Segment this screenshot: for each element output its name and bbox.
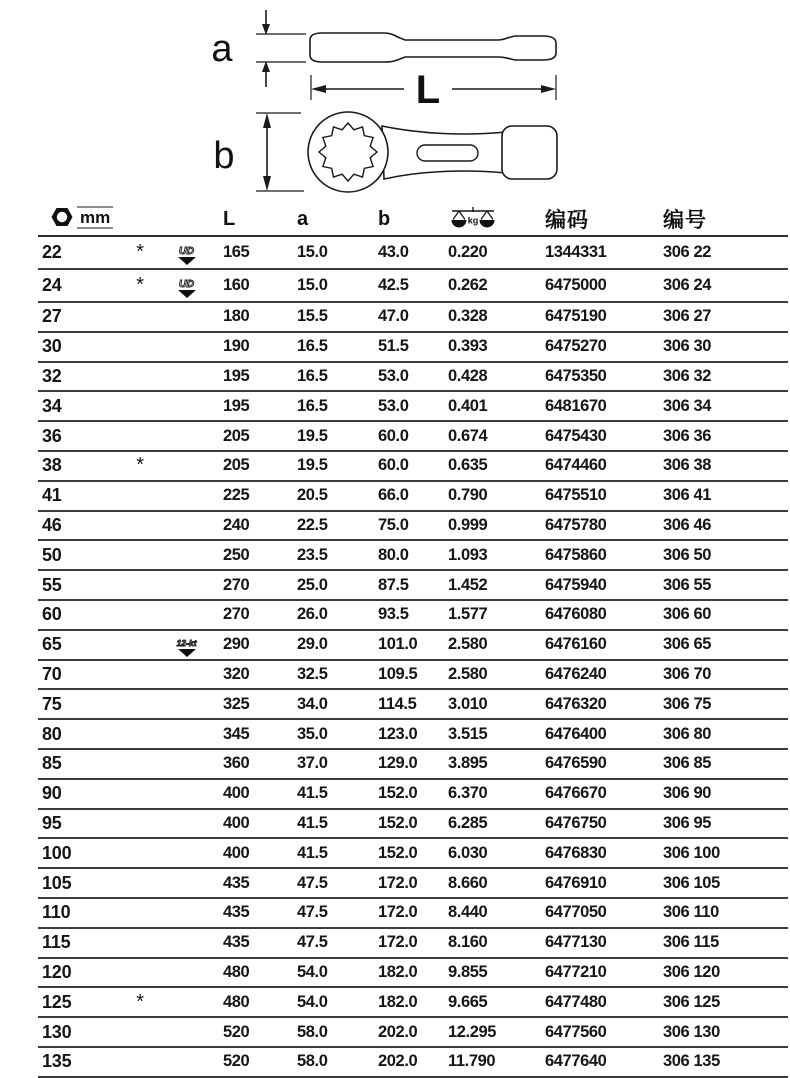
- length-value: 225: [223, 481, 297, 511]
- table-row: [38, 1047, 788, 1077]
- number-value: 306 46: [663, 511, 788, 541]
- weight-value: 0.999: [448, 511, 545, 541]
- b-value: 51.5: [378, 332, 448, 362]
- b-value: 53.0: [378, 362, 448, 392]
- star-marker: [130, 868, 150, 898]
- weight-value: 0.262: [448, 269, 545, 302]
- code-value: 6475780: [545, 511, 663, 541]
- table-row: [38, 1017, 788, 1047]
- weight-value: 3.895: [448, 749, 545, 779]
- number-value: 306 55: [663, 570, 788, 600]
- code-value: 6477050: [545, 898, 663, 928]
- a-value: 32.5: [297, 660, 378, 690]
- code-value: 6475510: [545, 481, 663, 511]
- length-value: 270: [223, 570, 297, 600]
- table-row: [38, 749, 788, 779]
- length-value: 190: [223, 332, 297, 362]
- table-row: [38, 838, 788, 868]
- length-value: 240: [223, 511, 297, 541]
- table-row: [38, 269, 788, 302]
- size-value: 55: [38, 570, 130, 600]
- weight-value: 8.440: [448, 898, 545, 928]
- star-marker: [130, 809, 150, 839]
- col-header-b: b: [378, 203, 448, 236]
- a-value: 47.5: [297, 928, 378, 958]
- a-value: 41.5: [297, 809, 378, 839]
- table-row: [38, 958, 788, 988]
- star-marker: [130, 779, 150, 809]
- star-marker: *: [130, 987, 150, 1017]
- size-value: 27: [38, 302, 130, 332]
- table-row: [38, 391, 788, 421]
- number-value: 306 22: [663, 236, 788, 269]
- code-value: 6475860: [545, 540, 663, 570]
- profile-badge-label: UD: [178, 244, 195, 257]
- b-value: 60.0: [378, 421, 448, 451]
- col-header-code: 编码: [545, 203, 663, 236]
- code-value: 6475430: [545, 421, 663, 451]
- b-value: 87.5: [378, 570, 448, 600]
- a-value: 16.5: [297, 362, 378, 392]
- length-value: 290: [223, 630, 297, 660]
- number-value: 306 115: [663, 928, 788, 958]
- star-marker: [130, 928, 150, 958]
- code-value: 6474460: [545, 451, 663, 481]
- b-value: 43.0: [378, 236, 448, 269]
- star-marker: [130, 719, 150, 749]
- size-value: 46: [38, 511, 130, 541]
- table-row: [38, 630, 788, 660]
- col-header-profile: [150, 203, 223, 236]
- code-value: 6476240: [545, 660, 663, 690]
- code-value: 6477130: [545, 928, 663, 958]
- b-value: 172.0: [378, 928, 448, 958]
- a-value: 23.5: [297, 540, 378, 570]
- weight-value: 8.160: [448, 928, 545, 958]
- code-value: 6476080: [545, 600, 663, 630]
- star-marker: [130, 481, 150, 511]
- star-marker: *: [130, 269, 150, 302]
- down-triangle-icon: [178, 290, 196, 298]
- star-marker: [130, 391, 150, 421]
- code-value: 6476830: [545, 838, 663, 868]
- weight-value: 12.295: [448, 1017, 545, 1047]
- side-view: [211, 10, 556, 112]
- col-header-length: L: [223, 203, 297, 236]
- number-value: 306 135: [663, 1047, 788, 1077]
- table-row: [38, 332, 788, 362]
- star-marker: [130, 630, 150, 660]
- table-row: [38, 779, 788, 809]
- b-value: 93.5: [378, 600, 448, 630]
- a-value: 16.5: [297, 332, 378, 362]
- length-value: 250: [223, 540, 297, 570]
- b-value: 152.0: [378, 809, 448, 839]
- a-value: 15.0: [297, 269, 378, 302]
- size-value: 90: [38, 779, 130, 809]
- table-row: [38, 719, 788, 749]
- table-row: [38, 868, 788, 898]
- dimension-label-b: b: [213, 135, 235, 177]
- ud-profile-icon: [178, 279, 196, 299]
- weight-value: 2.580: [448, 630, 545, 660]
- code-value: 6476750: [545, 809, 663, 839]
- code-value: 6476160: [545, 630, 663, 660]
- star-marker: [130, 570, 150, 600]
- code-value: 6475940: [545, 570, 663, 600]
- spec-table: [38, 203, 788, 1078]
- top-view: [213, 112, 557, 192]
- table-row: [38, 451, 788, 481]
- size-value: 30: [38, 332, 130, 362]
- table-row: [38, 987, 788, 1017]
- number-value: 306 95: [663, 809, 788, 839]
- dimension-label-L: L: [415, 68, 441, 112]
- b-value: 202.0: [378, 1047, 448, 1077]
- b-value: 53.0: [378, 391, 448, 421]
- a-value: 15.5: [297, 302, 378, 332]
- table-row: [38, 570, 788, 600]
- length-value: 180: [223, 302, 297, 332]
- size-value: 36: [38, 421, 130, 451]
- dimension-label-a: a: [211, 28, 233, 70]
- weight-value: 6.370: [448, 779, 545, 809]
- length-value: 400: [223, 838, 297, 868]
- number-value: 306 85: [663, 749, 788, 779]
- weight-value: 1.577: [448, 600, 545, 630]
- size-value: 120: [38, 958, 130, 988]
- size-value: 85: [38, 749, 130, 779]
- size-value: 41: [38, 481, 130, 511]
- star-marker: [130, 362, 150, 392]
- star-marker: [130, 749, 150, 779]
- number-value: 306 36: [663, 421, 788, 451]
- b-value: 75.0: [378, 511, 448, 541]
- a-value: 34.0: [297, 689, 378, 719]
- a-value: 26.0: [297, 600, 378, 630]
- star-marker: [130, 1017, 150, 1047]
- weight-value: 6.285: [448, 809, 545, 839]
- b-value: 152.0: [378, 838, 448, 868]
- table-row: [38, 540, 788, 570]
- code-value: 6476590: [545, 749, 663, 779]
- number-value: 306 90: [663, 779, 788, 809]
- table-row: [38, 809, 788, 839]
- number-value: 306 60: [663, 600, 788, 630]
- weight-value: 6.030: [448, 838, 545, 868]
- number-value: 306 100: [663, 838, 788, 868]
- length-value: 195: [223, 391, 297, 421]
- star-marker: [130, 332, 150, 362]
- size-value: 75: [38, 689, 130, 719]
- hex-ring-icon: [51, 207, 73, 227]
- a-value: 29.0: [297, 630, 378, 660]
- table-row: [38, 362, 788, 392]
- b-value: 202.0: [378, 1017, 448, 1047]
- table-row: [38, 600, 788, 630]
- b-value: 172.0: [378, 868, 448, 898]
- code-value: 6477640: [545, 1047, 663, 1077]
- code-value: 6477480: [545, 987, 663, 1017]
- col-header-number: 编号: [663, 203, 788, 236]
- star-marker: [130, 958, 150, 988]
- size-value: 95: [38, 809, 130, 839]
- table-header-row: [38, 203, 788, 236]
- a-value: 20.5: [297, 481, 378, 511]
- a-value: 58.0: [297, 1017, 378, 1047]
- length-value: 205: [223, 451, 297, 481]
- number-value: 306 41: [663, 481, 788, 511]
- star-marker: [130, 838, 150, 868]
- weight-value: 3.010: [448, 689, 545, 719]
- size-value: 50: [38, 540, 130, 570]
- b-value: 129.0: [378, 749, 448, 779]
- weight-value: 3.515: [448, 719, 545, 749]
- b-value: 60.0: [378, 451, 448, 481]
- a-value: 54.0: [297, 987, 378, 1017]
- table-row: [38, 302, 788, 332]
- b-value: 42.5: [378, 269, 448, 302]
- length-value: 360: [223, 749, 297, 779]
- star-marker: [130, 421, 150, 451]
- a-value: 41.5: [297, 779, 378, 809]
- b-value: 101.0: [378, 630, 448, 660]
- table-row: [38, 511, 788, 541]
- weight-value: 0.401: [448, 391, 545, 421]
- weight-value: 0.674: [448, 421, 545, 451]
- size-value: 65: [38, 630, 130, 660]
- number-value: 306 75: [663, 689, 788, 719]
- size-value: 34: [38, 391, 130, 421]
- star-marker: [130, 600, 150, 630]
- size-value: 130: [38, 1017, 130, 1047]
- star-marker: [130, 302, 150, 332]
- b-value: 114.5: [378, 689, 448, 719]
- a-value: 37.0: [297, 749, 378, 779]
- code-value: 6477210: [545, 958, 663, 988]
- length-value: 480: [223, 958, 297, 988]
- b-value: 47.0: [378, 302, 448, 332]
- weight-value: 9.855: [448, 958, 545, 988]
- a-value: 47.5: [297, 868, 378, 898]
- a-value: 47.5: [297, 898, 378, 928]
- b-value: 172.0: [378, 898, 448, 928]
- star-marker: [130, 689, 150, 719]
- star-marker: [130, 540, 150, 570]
- length-value: 325: [223, 689, 297, 719]
- a-value: 15.0: [297, 236, 378, 269]
- b-value: 152.0: [378, 779, 448, 809]
- ud-profile-icon: [178, 246, 196, 266]
- code-value: 6476670: [545, 779, 663, 809]
- twelve-point-profile-icon: [177, 639, 197, 657]
- b-value: 182.0: [378, 958, 448, 988]
- weight-value: 1.093: [448, 540, 545, 570]
- weight-unit-label: kg: [467, 215, 479, 225]
- length-value: 520: [223, 1047, 297, 1077]
- code-value: 6477560: [545, 1017, 663, 1047]
- weight-value: 0.790: [448, 481, 545, 511]
- length-value: 205: [223, 421, 297, 451]
- a-value: 22.5: [297, 511, 378, 541]
- col-header-star: [130, 203, 150, 236]
- spec-table-body: [38, 236, 788, 1077]
- code-value: 6476910: [545, 868, 663, 898]
- number-value: 306 80: [663, 719, 788, 749]
- length-value: 270: [223, 600, 297, 630]
- number-value: 306 120: [663, 958, 788, 988]
- b-value: 109.5: [378, 660, 448, 690]
- number-value: 306 125: [663, 987, 788, 1017]
- size-value: 80: [38, 719, 130, 749]
- star-marker: [130, 511, 150, 541]
- number-value: 306 32: [663, 362, 788, 392]
- length-value: 435: [223, 898, 297, 928]
- a-value: 16.5: [297, 391, 378, 421]
- table-row: [38, 481, 788, 511]
- length-value: 435: [223, 868, 297, 898]
- b-value: 182.0: [378, 987, 448, 1017]
- wrench-technical-drawing: [0, 0, 790, 203]
- code-value: 6475350: [545, 362, 663, 392]
- a-value: 58.0: [297, 1047, 378, 1077]
- number-value: 306 130: [663, 1017, 788, 1047]
- size-value: 32: [38, 362, 130, 392]
- star-marker: [130, 898, 150, 928]
- length-value: 195: [223, 362, 297, 392]
- number-value: 306 24: [663, 269, 788, 302]
- size-value: 115: [38, 928, 130, 958]
- size-value: 125: [38, 987, 130, 1017]
- a-value: 54.0: [297, 958, 378, 988]
- table-row: [38, 236, 788, 269]
- size-value: 110: [38, 898, 130, 928]
- number-value: 306 65: [663, 630, 788, 660]
- code-value: 6475190: [545, 302, 663, 332]
- b-value: 80.0: [378, 540, 448, 570]
- length-value: 345: [223, 719, 297, 749]
- length-value: 165: [223, 236, 297, 269]
- star-marker: *: [130, 451, 150, 481]
- down-triangle-icon: [178, 649, 196, 657]
- a-value: 35.0: [297, 719, 378, 749]
- length-value: 520: [223, 1017, 297, 1047]
- a-value: 41.5: [297, 838, 378, 868]
- size-value: 38: [38, 451, 130, 481]
- code-value: 6475000: [545, 269, 663, 302]
- profile-badge-label: 12-kt: [176, 638, 197, 649]
- length-value: 160: [223, 269, 297, 302]
- size-value: 22: [38, 236, 130, 269]
- code-value: 1344331: [545, 236, 663, 269]
- number-value: 306 34: [663, 391, 788, 421]
- table-row: [38, 660, 788, 690]
- table-row: [38, 689, 788, 719]
- number-value: 306 38: [663, 451, 788, 481]
- length-value: 480: [223, 987, 297, 1017]
- balance-scale-icon: [448, 206, 498, 228]
- table-row: [38, 898, 788, 928]
- number-value: 306 30: [663, 332, 788, 362]
- table-row: [38, 928, 788, 958]
- code-value: 6476400: [545, 719, 663, 749]
- weight-value: 1.452: [448, 570, 545, 600]
- length-value: 400: [223, 779, 297, 809]
- a-value: 19.5: [297, 421, 378, 451]
- a-value: 19.5: [297, 451, 378, 481]
- a-value: 25.0: [297, 570, 378, 600]
- code-value: 6475270: [545, 332, 663, 362]
- size-value: 135: [38, 1047, 130, 1077]
- b-value: 123.0: [378, 719, 448, 749]
- profile-badge-label: UD: [178, 277, 195, 290]
- col-header-weight: [448, 203, 545, 236]
- weight-value: 2.580: [448, 660, 545, 690]
- weight-value: 0.428: [448, 362, 545, 392]
- col-header-a: a: [297, 203, 378, 236]
- star-marker: [130, 1047, 150, 1077]
- size-value: 105: [38, 868, 130, 898]
- weight-value: 11.790: [448, 1047, 545, 1077]
- size-value: 60: [38, 600, 130, 630]
- length-value: 435: [223, 928, 297, 958]
- code-value: 6476320: [545, 689, 663, 719]
- number-value: 306 70: [663, 660, 788, 690]
- code-value: 6481670: [545, 391, 663, 421]
- length-value: 320: [223, 660, 297, 690]
- b-value: 66.0: [378, 481, 448, 511]
- weight-value: 9.665: [448, 987, 545, 1017]
- number-value: 306 105: [663, 868, 788, 898]
- weight-value: 0.220: [448, 236, 545, 269]
- star-marker: *: [130, 236, 150, 269]
- star-marker: [130, 660, 150, 690]
- down-triangle-icon: [178, 257, 196, 265]
- number-value: 306 50: [663, 540, 788, 570]
- size-unit-label: mm: [77, 206, 113, 230]
- size-value: 100: [38, 838, 130, 868]
- weight-value: 0.393: [448, 332, 545, 362]
- size-value: 24: [38, 269, 130, 302]
- weight-value: 0.635: [448, 451, 545, 481]
- size-value: 70: [38, 660, 130, 690]
- table-row: [38, 421, 788, 451]
- length-value: 400: [223, 809, 297, 839]
- number-value: 306 110: [663, 898, 788, 928]
- number-value: 306 27: [663, 302, 788, 332]
- weight-value: 8.660: [448, 868, 545, 898]
- col-header-size: [38, 203, 130, 236]
- weight-value: 0.328: [448, 302, 545, 332]
